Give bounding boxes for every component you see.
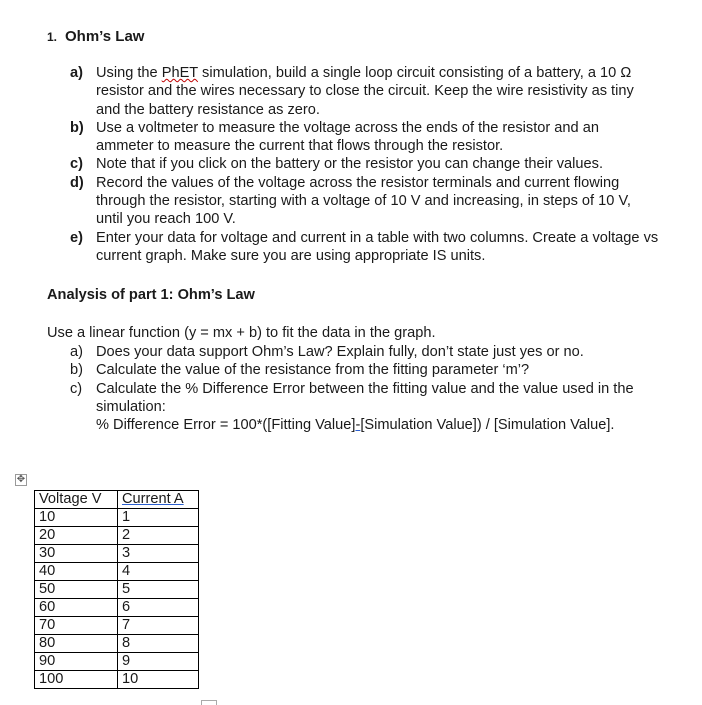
table-cell: 3 <box>118 545 199 563</box>
instruction-list <box>70 64 660 265</box>
table-row <box>35 509 199 527</box>
table-resize-handle[interactable] <box>201 700 217 705</box>
list-item: a) Using the PhET simulation, build a single loop circuit consisting of a battery, a 10 Ω resistor and the wires necessary to close the circuit. Keep the wire resistivity as tiny and the battery resistance as zero. <box>70 65 634 118</box>
table-cell: 50 <box>35 581 118 599</box>
table-cell: 8 <box>118 635 199 653</box>
item-label: a) <box>70 344 83 360</box>
table-cell: 10 <box>118 671 199 689</box>
table-row <box>35 527 199 545</box>
phet-link-text: PhET <box>161 65 198 81</box>
table-cell: 2 <box>118 527 199 545</box>
table-row <box>35 545 199 563</box>
table-cell: 30 <box>35 545 118 563</box>
list-item: e) Enter your data for voltage and current in a table with two columns. Create a voltage vs current graph. Make sure you are using appropriate IS units. <box>70 229 659 264</box>
analysis-intro: Use a linear function (y = mx + b) to fit the data in the graph. <box>47 325 436 341</box>
item-label: d) <box>70 174 84 191</box>
list-item: a) Does your data support Ohm’s Law? Explain fully, don’t state just yes or no. <box>70 344 584 360</box>
table-move-handle-icon[interactable]: ✥ <box>16 474 26 485</box>
list-item: c) Calculate the % Difference Error between the fitting value and the value used in the simulation: % Difference Error = 100*([Fitting Value]-[Simulation Value]) / [Simulation Value]. <box>70 380 634 434</box>
table-cell: 80 <box>35 635 118 653</box>
table-cell: 5 <box>118 581 199 599</box>
list-item: c) Note that if you click on the battery or the resistor you can change their values. <box>70 156 603 173</box>
section-title: Ohm’s Law <box>65 28 145 45</box>
table-cell: 1 <box>118 509 199 527</box>
data-table <box>34 490 199 689</box>
list-item: b) Calculate the value of the resistance from the fitting parameter ‘m’? <box>70 362 530 379</box>
item-label: e) <box>70 229 83 246</box>
table-cell: 100 <box>35 671 118 689</box>
table-cell: 40 <box>35 563 118 581</box>
item-label: b) <box>70 119 84 136</box>
list-item: d) Record the values of the voltage across the resistor terminals and current flowing through the resistor, starting with a voltage of 10 V and increasing, in steps of 10 V, until you reach 100 V. <box>70 174 631 228</box>
table-row <box>35 563 199 581</box>
table-row <box>35 653 199 671</box>
item-label: b) <box>70 362 83 379</box>
table-row <box>35 581 199 599</box>
table-cell: 90 <box>35 653 118 671</box>
formula-text: % Difference Error = 100*([Fitting Value] <box>96 417 356 434</box>
item-label: c) <box>70 380 83 397</box>
column-header: Voltage V <box>35 491 118 509</box>
section-heading <box>47 28 144 45</box>
table-row <box>35 635 199 653</box>
column-header: Current A <box>118 491 199 509</box>
section-number: 1. <box>47 30 58 44</box>
analysis-heading: Analysis of part 1: Ohm’s Law <box>47 287 255 303</box>
table-cell: 6 <box>118 599 199 617</box>
table-cell: 10 <box>35 509 118 527</box>
table-cell: 60 <box>35 599 118 617</box>
table-row <box>35 671 199 689</box>
table-cell: 7 <box>118 617 199 635</box>
table-cell: 9 <box>118 653 199 671</box>
table-cell: 70 <box>35 617 118 635</box>
table-cell: 4 <box>118 563 199 581</box>
table-row <box>35 617 199 635</box>
analysis-list <box>70 343 670 434</box>
item-label: c) <box>70 156 83 173</box>
table-header-row <box>35 491 199 509</box>
list-item: b) Use a voltmeter to measure the voltage across the ends of the resistor and an ammeter to measure the current that flows through the resistor. <box>70 119 599 155</box>
table-row <box>35 599 199 617</box>
table-cell: 20 <box>35 527 118 545</box>
item-label: a) <box>70 65 83 81</box>
